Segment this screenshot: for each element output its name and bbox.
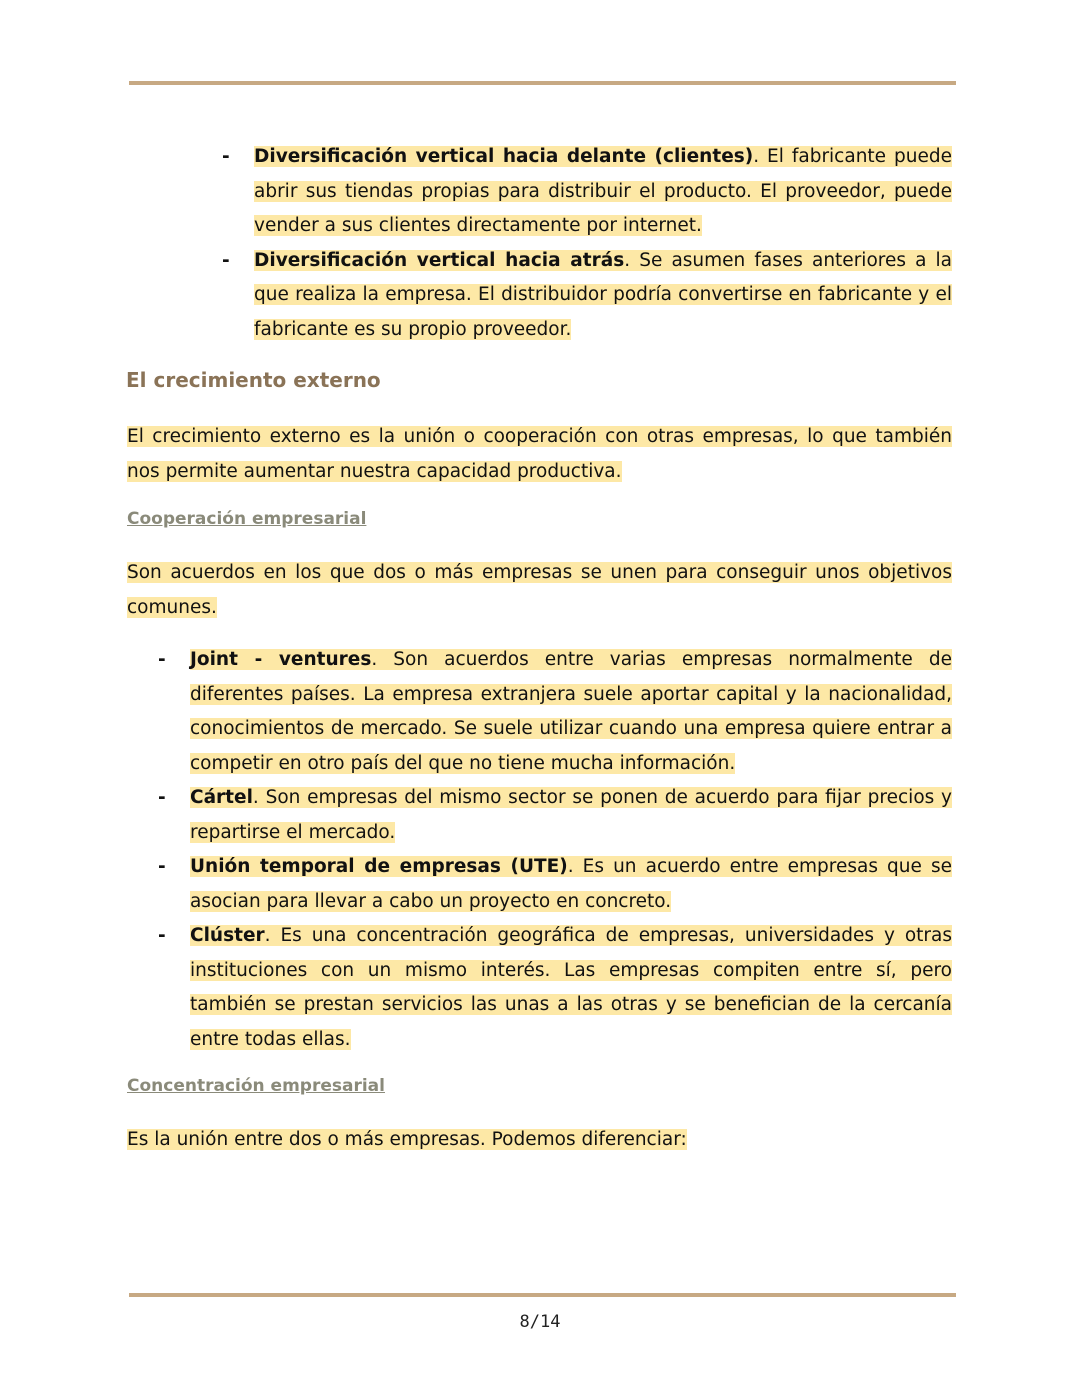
page-number: 8/14 [519, 1312, 561, 1332]
list-item-term: Diversificación vertical hacia delante (clientes) [254, 146, 754, 167]
list-item-term: Unión temporal de empresas (UTE) [190, 856, 568, 877]
subheading-concentration: Concentración empresarial [127, 1076, 385, 1096]
list-item [158, 919, 952, 1057]
list-bullet: - [158, 925, 166, 946]
list-item [158, 850, 953, 919]
list-bullet: - [158, 856, 166, 877]
list-item-text: . El fabricante puede abrir sus tiendas propias para distribuir el producto. El proveedor, puede vender a sus clientes directamente por internet. [254, 146, 952, 236]
cooperation-paragraph: Son acuerdos en los que dos o más empresas se unen para conseguir unos objetivos comunes. [127, 562, 952, 618]
list-item-term: Cártel [190, 787, 253, 808]
list-item-text: . Es una concentración geográfica de empresas, universidades y otras instituciones con un mismo interés. Las empresas compiten entre sí, pero también se prestan servicios las unas a las otras y se benefician de la cercanía entre todas ellas. [190, 925, 952, 1050]
footer-rule [129, 1293, 956, 1297]
list-item-text: . Es un acuerdo entre empresas que se asocian para llevar a cabo un proyecto en concreto. [190, 856, 953, 912]
list-item-text: . Se asumen fases anteriores a la que realiza la empresa. El distribuidor podría convertirse en fabricante y el fabricante es su propio proveedor. [254, 249, 952, 340]
list-item [222, 244, 952, 348]
external-growth-paragraph: El crecimiento externo es la unión o cooperación con otras empresas, lo que también nos permite aumentar nuestra capacidad productiva. [127, 426, 952, 482]
header-rule [129, 81, 956, 85]
list-item [158, 781, 952, 850]
list-item-text: . Son acuerdos entre varias empresas normalmente de diferentes países. La empresa extranjera suele aportar capital y la nacionalidad, conocimientos de mercado. Se suele utilizar cuando una empresa quiere entrar a competir en otro país del que no tiene mucha información. [190, 649, 952, 774]
list-item [158, 643, 952, 781]
list-item-term: Diversificación vertical hacia atrás [254, 249, 625, 271]
list-bullet: - [222, 146, 230, 167]
list-item-term: Clúster [190, 925, 265, 946]
concentration-paragraph: Es la unión entre dos o más empresas. Podemos diferenciar: [127, 1129, 687, 1150]
section-heading-external-growth: El crecimiento externo [126, 368, 381, 392]
list-bullet: - [222, 249, 230, 271]
list-bullet: - [158, 787, 166, 808]
subheading-cooperation: Cooperación empresarial [127, 509, 367, 529]
list-item-term: Joint - ventures [190, 649, 372, 670]
list-bullet: - [158, 649, 166, 670]
list-item [222, 140, 952, 244]
list-item-text: . Son empresas del mismo sector se ponen de acuerdo para fijar precios y repartirse el mercado. [190, 787, 952, 843]
vertical-diversification-list [222, 140, 952, 347]
cooperation-types-list [158, 643, 953, 1057]
